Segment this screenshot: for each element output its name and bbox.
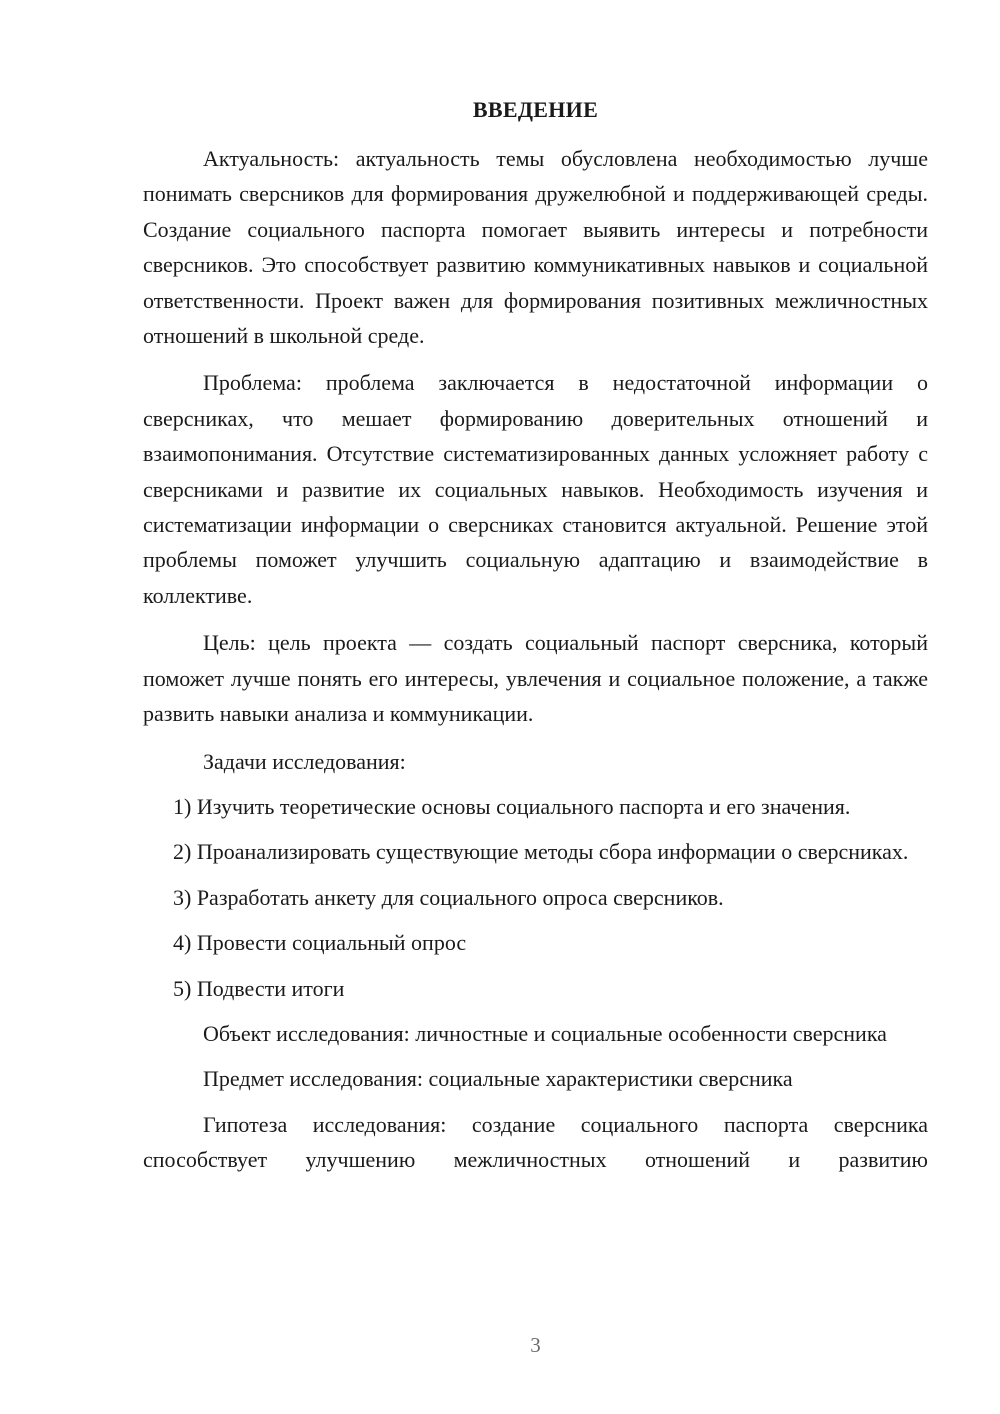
paragraph-object: Объект исследования: личностные и социальные особенности сверсника <box>203 1020 887 1046</box>
paragraph-goal: Цель: цель проекта — создать социальный паспорт сверсника, который поможет лучше понять его интересы, увлечения и социальное положение, а также развить навыки анализа и коммуникации. <box>143 630 928 727</box>
task-item-2: 2) Проанализировать существующие методы сбора информации о сверсниках. <box>173 839 909 865</box>
task-item-5: 5) Подвести итоги <box>173 975 345 1001</box>
paragraph-problem: Проблема: проблема заключается в недостаточной информации о сверсниках, что мешает формированию доверительных отношений и взаимопонимания. Отсутствие систематизированных данных усложняет работу с сверсниками и развитие их социальных навыков. Необходимость изучения и систематизации информации о сверсниках становится актуальной. Решение этой проблемы поможет улучшить социальную адаптацию и взаимодействие в коллективе. <box>143 370 928 608</box>
section-title: ВВЕДЕНИЕ <box>472 97 599 122</box>
document-page <box>143 0 928 1414</box>
page-number: 3 <box>530 1333 541 1357</box>
paragraph-hypothesis: Гипотеза исследования: создание социального паспорта сверсника способствует улучшению межличностных отношений и развитию <box>143 1111 928 1173</box>
paragraph-subject: Предмет исследования: социальные характеристики сверсника <box>203 1066 793 1092</box>
task-item-1: 1) Изучить теоретические основы социального паспорта и его значения. <box>173 793 851 819</box>
task-item-3: 3) Разработать анкету для социального опроса сверсников. <box>173 884 724 910</box>
paragraph-relevance: Актуальность: актуальность темы обусловлена необходимостью лучше понимать сверсников для формирования дружелюбной и поддерживающей среды. Создание социального паспорта помогает выявить интересы и потребности сверсников. Это способствует развитию коммуникативных навыков и социальной ответственности. Проект важен для формирования позитивных межличностных отношений в школьной среде. <box>143 146 928 349</box>
tasks-heading: Задачи исследования: <box>203 748 406 774</box>
document-body <box>143 141 928 1188</box>
task-item-4: 4) Провести социальный опрос <box>173 930 467 956</box>
